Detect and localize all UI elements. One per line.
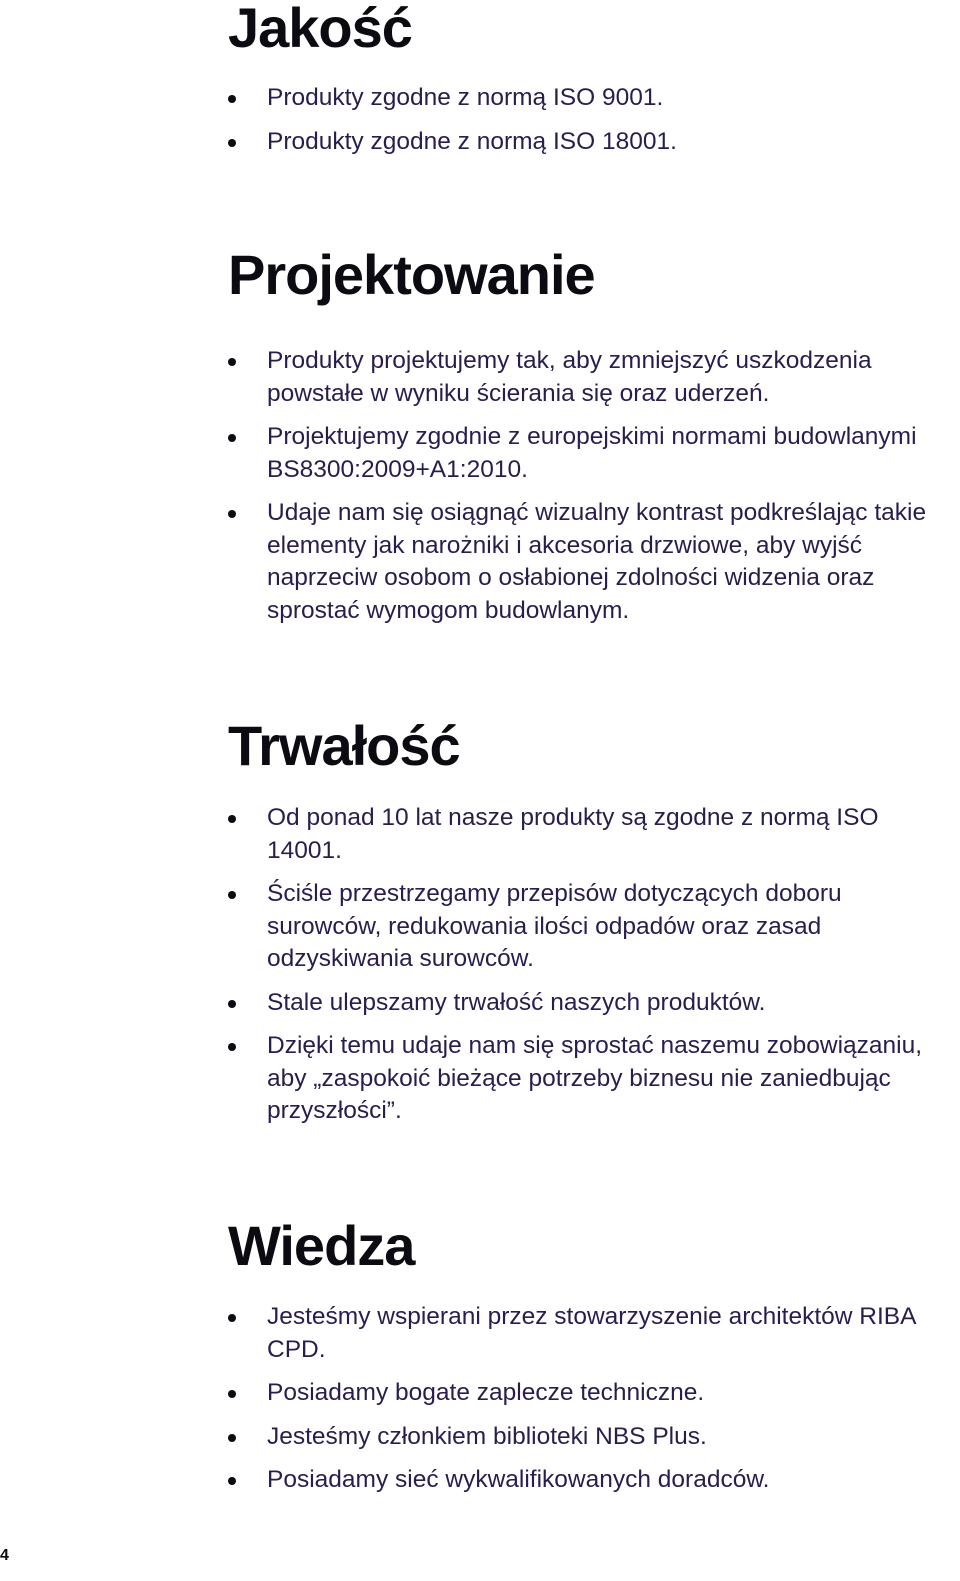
- list-item-text: Jesteśmy wspierani przez stowarzyszenie architektów RIBA CPD.: [267, 1303, 916, 1363]
- list-item: [228, 126, 952, 159]
- list-item-text: Posiadamy sieć wykwalifikowanych doradców.: [267, 1466, 770, 1493]
- list-item-text: Produkty projektujemy tak, aby zmniejszyć uszkodzenia powstałe w wyniku ścierania się oraz uderzeń.: [267, 347, 872, 407]
- list-item-text: Stale ulepszamy trwałość naszych produktów.: [267, 988, 766, 1016]
- list-item-text: Posiadamy bogate zaplecze techniczne.: [267, 1379, 705, 1406]
- list-item-text: Dzięki temu udaje nam się sprostać naszemu zobowiązaniu, aby „zaspokoić bieżące potrzeby biznesu nie zaniedbując przyszłości”.: [267, 1032, 923, 1124]
- list-item: [228, 1301, 952, 1366]
- bullet-icon: [228, 95, 236, 103]
- list-item: [228, 802, 952, 867]
- bullet-icon: [228, 358, 236, 366]
- bullet-icon: [228, 891, 236, 899]
- list-item-text: Projektujemy zgodnie z europejskimi normami budowlanymi BS8300:2009+A1:2010.: [267, 423, 917, 483]
- list-item-text: Produkty zgodne z normą ISO 18001.: [267, 127, 677, 155]
- list-item: [228, 878, 952, 976]
- list-item: [228, 345, 952, 410]
- bullet-icon: [228, 1477, 236, 1485]
- bullet-list: [228, 82, 952, 158]
- section-projektowanie: [228, 243, 952, 638]
- bullet-icon: [228, 510, 236, 518]
- section-trwalosc: [228, 714, 952, 1139]
- bullet-icon: [228, 1390, 236, 1398]
- bullet-icon: [228, 139, 236, 147]
- bullet-icon: [228, 1314, 236, 1322]
- list-item: [228, 1377, 952, 1410]
- list-item-text: Udaje nam się osiągnąć wizualny kontrast podkreślając takie elementy jak narożniki i akcesoria drzwiowe, aby wyjść naprzeciw osobom o osłabionej zdolności widzenia oraz sprostać wymogom budowlanym.: [267, 499, 927, 624]
- section-heading: Jakość: [228, 0, 412, 59]
- bullet-list: [228, 345, 952, 627]
- section-heading: Projektowanie: [228, 243, 595, 306]
- section-wiedza: [228, 1214, 952, 1508]
- list-item-text: Ściśle przestrzegamy przepisów dotyczących doboru surowców, redukowania ilości odpadów oraz zasad odzyskiwania surowców.: [267, 880, 842, 972]
- bullet-list: [228, 802, 952, 1128]
- section-heading: Trwałość: [228, 714, 460, 777]
- list-item: [228, 1421, 952, 1454]
- list-item: [228, 1030, 952, 1128]
- list-item: [228, 82, 952, 115]
- list-item-text: Produkty zgodne z normą ISO 9001.: [267, 84, 664, 111]
- list-item-text: Jesteśmy członkiem biblioteki NBS Plus.: [267, 1422, 707, 1450]
- list-item: [228, 497, 952, 627]
- section-jakosc: [228, 0, 952, 169]
- bullet-list: [228, 1301, 952, 1497]
- bullet-icon: [228, 1000, 236, 1008]
- list-item-text: Od ponad 10 lat nasze produkty są zgodne z normą ISO 14001.: [267, 804, 879, 864]
- list-item: [228, 987, 952, 1020]
- bullet-icon: [228, 1043, 236, 1051]
- section-heading: Wiedza: [228, 1214, 415, 1277]
- list-item: [228, 1464, 952, 1497]
- bullet-icon: [228, 1434, 236, 1442]
- bullet-icon: [228, 434, 236, 442]
- page-number: 4: [0, 1547, 9, 1564]
- bullet-icon: [228, 815, 236, 823]
- list-item: [228, 421, 952, 486]
